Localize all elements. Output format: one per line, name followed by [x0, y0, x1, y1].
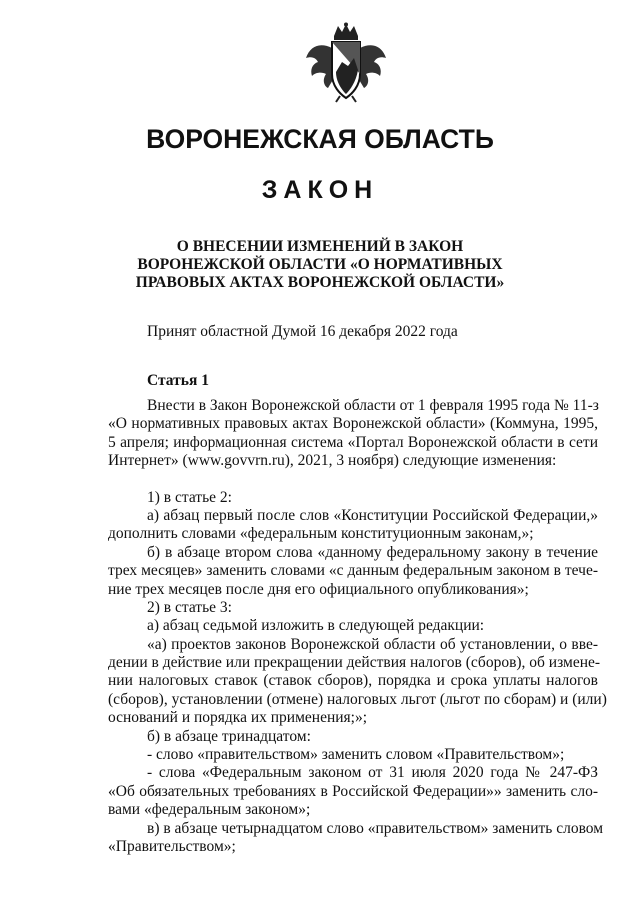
region-heading: ВОРОНЕЖСКАЯ ОБЛАСТЬ	[146, 124, 494, 154]
list-item: ние трех месяцев после дня его официального опубликования»;	[108, 580, 529, 598]
law-title-line: ПРАВОВЫХ АКТАХ ВОРОНЕЖСКОЙ ОБЛАСТИ»	[135, 274, 505, 291]
list-item: (сборов), установлении (отмене) налоговых льгот (льгот по сборам) и (или)	[108, 690, 607, 708]
list-item: в) в абзаце четырнадцатом слово «правительством» заменить словом	[147, 819, 604, 837]
paragraph-line: 5 апреля; информационная система «Портал Воронежской области в сети	[108, 433, 598, 451]
list-item: «а) проектов законов Воронежской области об установлении, о вве-	[147, 635, 598, 653]
paragraph-line: «О нормативных правовых актах Воронежской области» (Коммуна, 1995,	[108, 415, 598, 433]
list-item: дении в действие или прекращении действия налогов (сборов), об измене-	[108, 654, 601, 672]
list-item: 2) в статье 3:	[147, 598, 232, 616]
list-item: дополнить словами «федеральным конституционным законам,»;	[108, 525, 534, 543]
paragraph-line: Внести в Закон Воронежской области от 1 февраля 1995 года № 11-з	[147, 397, 599, 414]
law-title-line: О ВНЕСЕНИИ ИЗМЕНЕНИЙ В ЗАКОН	[176, 238, 464, 255]
law-title	[90, 238, 550, 292]
list-item: «Об обязательных требованиях в Российской Федерации»» заменить сло-	[108, 782, 598, 800]
law-title-line: ВОРОНЕЖСКОЙ ОБЛАСТИ «О НОРМАТИВНЫХ	[137, 256, 503, 273]
adoption-note: Принят областной Думой 16 декабря 2022 года	[147, 323, 458, 340]
list-item: а) абзац первый после слов «Конституции Российской Федерации,»	[147, 506, 598, 524]
paragraph-line: Интернет» (www.govvrn.ru), 2021, 3 ноября) следующие изменения:	[108, 452, 557, 470]
article-body	[108, 397, 607, 856]
article-heading: Статья 1	[147, 372, 209, 389]
paragraph-gap	[108, 471, 598, 489]
list-item: а) абзац седьмой изложить в следующей редакции:	[147, 617, 485, 635]
list-item: - слово «правительством» заменить словом «Правительством»;	[147, 746, 565, 764]
list-item: «Правительством»;	[108, 837, 236, 855]
list-item: оснований и порядка их применения;»;	[108, 709, 368, 727]
list-item: вами «федеральным законом»;	[108, 801, 311, 819]
list-item: б) в абзаце втором слова «данному федеральному закону в течение	[147, 543, 598, 561]
list-item: 1) в статье 2:	[147, 488, 232, 506]
list-item: - слова «Федеральным законом от 31 июля 2020 года № 247-ФЗ	[147, 764, 598, 782]
list-item: нии налоговых ставок (ставок сборов), порядка и срока уплаты налогов	[108, 672, 598, 690]
list-item: трех месяцев» заменить словами «с данным федеральным законом в тече-	[108, 562, 598, 580]
doc-type-heading: ЗАКОН	[261, 176, 379, 204]
coat-of-arms-icon	[302, 22, 390, 104]
list-item: б) в абзаце тринадцатом:	[147, 727, 311, 745]
